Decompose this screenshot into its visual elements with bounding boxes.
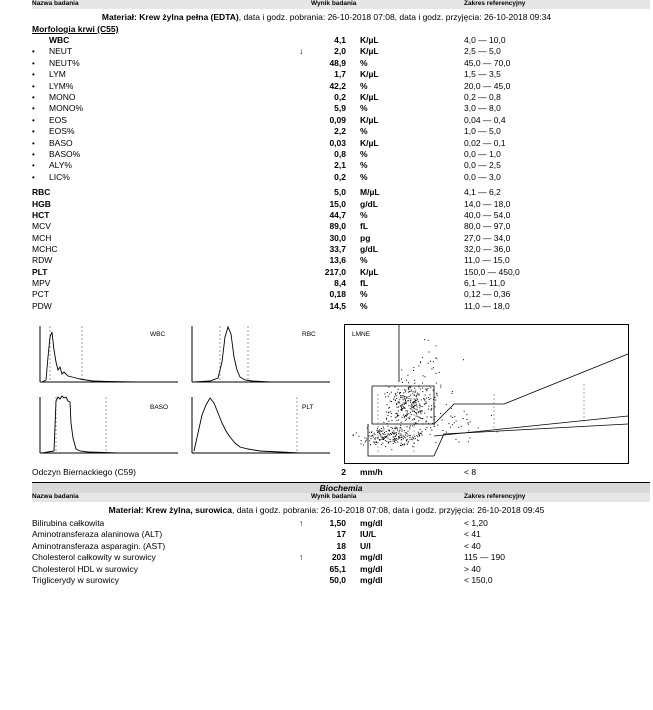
reference-range: 11,0 — 15,0 bbox=[464, 255, 510, 266]
test-name: MONO% bbox=[49, 103, 83, 114]
row-bullet: • bbox=[32, 93, 35, 102]
result-row bbox=[32, 278, 650, 289]
reference-range: 115 — 190 bbox=[464, 552, 505, 563]
reference-range: 6,1 — 11,0 bbox=[464, 278, 505, 288]
test-name: NEUT% bbox=[49, 57, 80, 68]
test-value: 50,0 bbox=[329, 575, 346, 585]
test-unit: mg/dl bbox=[360, 518, 383, 528]
result-row bbox=[32, 46, 650, 57]
test-unit: % bbox=[360, 149, 368, 159]
test-name: NEUT bbox=[49, 46, 73, 57]
esr-ref: < 8 bbox=[464, 467, 477, 477]
row-bullet: • bbox=[32, 115, 35, 125]
test-name: PCT bbox=[32, 289, 49, 300]
biochem-header-col-ref: Zakres referencyjny bbox=[464, 493, 526, 500]
reference-range: 2,5 — 5,0 bbox=[464, 46, 501, 57]
scatter-lmne bbox=[344, 324, 629, 464]
test-unit: mg/dl bbox=[360, 563, 383, 574]
test-value: 14,5 bbox=[329, 300, 346, 311]
reference-range: < 1,20 bbox=[464, 518, 488, 528]
reference-range: > 40 bbox=[464, 563, 481, 574]
test-name: EOS bbox=[49, 114, 67, 125]
reference-range: 0,0 — 3,0 bbox=[464, 171, 501, 182]
test-unit: U/l bbox=[360, 540, 371, 551]
result-row bbox=[32, 552, 650, 563]
reference-range: 0,12 — 0,36 bbox=[464, 289, 511, 300]
wbc-plot-label: WBC bbox=[150, 331, 166, 338]
test-unit: K/µL bbox=[360, 35, 379, 45]
test-name: WBC bbox=[49, 35, 70, 45]
result-row bbox=[32, 518, 650, 529]
test-name: MCH bbox=[32, 232, 52, 243]
test-unit: K/µL bbox=[360, 92, 379, 102]
row-bullet: • bbox=[32, 70, 35, 80]
baso-plot-label: BASO bbox=[150, 404, 169, 411]
test-name: LYM% bbox=[49, 80, 74, 91]
test-unit: % bbox=[360, 160, 368, 171]
esr-row bbox=[32, 467, 650, 478]
test-value: 0,09 bbox=[329, 114, 346, 125]
test-unit: fL bbox=[360, 221, 369, 232]
result-row bbox=[32, 210, 650, 221]
row-bullet: • bbox=[32, 172, 35, 182]
reference-range: 32,0 — 36,0 bbox=[464, 243, 511, 254]
test-value: 48,9 bbox=[329, 57, 346, 68]
test-value: 17 bbox=[336, 529, 346, 540]
result-row bbox=[32, 149, 650, 160]
test-name: MCHC bbox=[32, 243, 58, 254]
reference-range: 1,0 — 5,0 bbox=[464, 126, 501, 137]
result-row bbox=[32, 103, 650, 114]
test-unit: % bbox=[360, 103, 368, 114]
histogram-plt bbox=[190, 393, 335, 457]
test-name: ALY% bbox=[49, 160, 72, 171]
result-row bbox=[32, 115, 650, 126]
test-value: 30,0 bbox=[329, 232, 346, 243]
test-value: 89,0 bbox=[329, 221, 346, 232]
test-unit: % bbox=[360, 255, 368, 266]
row-bullet: • bbox=[32, 161, 35, 171]
test-value: 0,03 bbox=[329, 137, 346, 148]
test-value: 203 bbox=[331, 552, 346, 563]
test-value: 5,9 bbox=[334, 103, 346, 114]
test-name: Cholesterol całkowity w surowicy bbox=[32, 552, 156, 563]
biochem-material-label: Materiał: Krew żylna, surowica bbox=[108, 505, 232, 515]
result-row bbox=[32, 301, 650, 312]
row-bullet: • bbox=[32, 127, 35, 137]
biochem-header-col-result: Wynik badania bbox=[311, 493, 357, 500]
biochem-material-details: , data i godz. pobrania: 26-10-2018 07:08, data i godz. przyjęcia: 26-10-2018 09:45 bbox=[231, 505, 545, 515]
test-name: Triglicerydy w surowicy bbox=[32, 575, 120, 585]
flag-arrow: ↓ bbox=[299, 46, 304, 57]
row-bullet: • bbox=[32, 58, 35, 68]
test-unit: IU/L bbox=[360, 529, 377, 540]
test-unit: % bbox=[360, 126, 368, 137]
reference-range: < 41 bbox=[464, 529, 481, 540]
test-name: MCV bbox=[32, 221, 51, 232]
test-name: Cholesterol HDL w surowicy bbox=[32, 563, 138, 574]
test-name: BASO bbox=[49, 137, 73, 148]
result-row bbox=[32, 126, 650, 137]
test-unit: K/µL bbox=[360, 46, 379, 57]
result-row bbox=[32, 541, 650, 552]
reference-range: 1,5 — 3,5 bbox=[464, 69, 501, 80]
test-value: 1,7 bbox=[334, 69, 346, 80]
material-line-1 bbox=[0, 12, 653, 22]
result-row bbox=[32, 255, 650, 266]
result-row bbox=[32, 199, 650, 210]
histogram-wbc bbox=[38, 322, 183, 384]
result-row bbox=[32, 92, 650, 103]
test-name: RDW bbox=[32, 255, 53, 266]
row-bullet: • bbox=[32, 150, 35, 159]
reference-range: 45,0 — 70,0 bbox=[464, 57, 511, 68]
test-unit: % bbox=[360, 300, 368, 311]
section-title-morphology: Morfologia krwi (C55) bbox=[32, 24, 119, 34]
test-name: MPV bbox=[32, 278, 51, 288]
flag-arrow: ↑ bbox=[299, 552, 304, 563]
reference-range: 40,0 — 54,0 bbox=[464, 209, 511, 220]
test-unit: mg/dl bbox=[360, 552, 383, 563]
test-name: LYM bbox=[49, 69, 66, 80]
test-value: 18 bbox=[336, 540, 346, 551]
esr-unit: mm/h bbox=[360, 467, 383, 477]
test-value: 5,0 bbox=[334, 187, 346, 198]
test-name: Aminotransferaza alaninowa (ALT) bbox=[32, 529, 163, 540]
result-row bbox=[32, 172, 650, 183]
test-name: LIC% bbox=[49, 171, 70, 182]
result-row bbox=[32, 160, 650, 171]
rbc-plot-label: RBC bbox=[302, 331, 316, 338]
test-name: HGB bbox=[32, 198, 51, 209]
result-row bbox=[32, 233, 650, 244]
test-unit: mg/dl bbox=[360, 575, 383, 585]
test-name: RBC bbox=[32, 187, 51, 198]
test-unit: % bbox=[360, 57, 368, 68]
test-value: 42,2 bbox=[329, 80, 346, 91]
result-row bbox=[32, 69, 650, 80]
row-bullet: • bbox=[32, 81, 35, 91]
plt-plot-label: PLT bbox=[302, 404, 314, 411]
test-value: 44,7 bbox=[329, 209, 346, 220]
result-row bbox=[32, 267, 650, 278]
esr-name: Odczyn Biernackiego (C59) bbox=[32, 467, 136, 477]
test-name: EOS% bbox=[49, 126, 75, 137]
reference-range: 4,0 — 10,0 bbox=[464, 35, 506, 45]
result-row bbox=[32, 575, 650, 586]
reference-range: 4,1 — 6,2 bbox=[464, 187, 501, 198]
reference-range: 14,0 — 18,0 bbox=[464, 198, 511, 209]
test-unit: g/dL bbox=[360, 243, 378, 254]
result-row bbox=[32, 138, 650, 149]
row-bullet: • bbox=[32, 138, 35, 148]
test-value: 13,6 bbox=[329, 255, 346, 266]
reference-range: 27,0 — 34,0 bbox=[464, 232, 511, 243]
result-row bbox=[32, 81, 650, 92]
row-bullet: • bbox=[32, 104, 35, 114]
reference-range: 150,0 — 450,0 bbox=[464, 266, 520, 277]
result-row bbox=[32, 564, 650, 575]
test-unit: K/µL bbox=[360, 266, 379, 277]
test-unit: K/µL bbox=[360, 69, 379, 80]
reference-range: 0,0 — 2,5 bbox=[464, 160, 501, 171]
test-value: 2,0 bbox=[334, 46, 346, 57]
biochem-title: Biochemia bbox=[32, 483, 650, 493]
test-value: 2,1 bbox=[334, 160, 346, 171]
test-unit: pg bbox=[360, 232, 371, 243]
test-unit: % bbox=[360, 80, 368, 91]
biochem-header-col-name: Nazwa badania bbox=[32, 493, 79, 500]
histogram-baso bbox=[38, 393, 183, 457]
esr-value: 2 bbox=[341, 467, 346, 477]
test-value: 15,0 bbox=[329, 198, 346, 209]
test-value: 4,1 bbox=[334, 35, 346, 45]
reference-range: < 40 bbox=[464, 540, 481, 551]
test-unit: K/µL bbox=[360, 114, 379, 125]
material-line-2 bbox=[0, 505, 653, 515]
test-value: 2,2 bbox=[334, 126, 346, 137]
test-value: 65,1 bbox=[329, 563, 346, 574]
test-value: 8,4 bbox=[334, 278, 346, 288]
header-col-ref: Zakres referencyjny bbox=[464, 0, 526, 7]
reference-range: 0,0 — 1,0 bbox=[464, 149, 501, 159]
test-name: BASO% bbox=[49, 149, 81, 159]
test-value: 0,8 bbox=[334, 149, 346, 159]
test-value: 0,2 bbox=[334, 92, 346, 102]
test-unit: M/µL bbox=[360, 187, 380, 198]
histogram-rbc bbox=[190, 322, 335, 384]
result-row bbox=[32, 244, 650, 255]
material-label: Materiał: Krew żylna pełna (EDTA) bbox=[101, 12, 239, 22]
test-value: 0,2 bbox=[334, 171, 346, 182]
reference-range: 11,0 — 18,0 bbox=[464, 300, 510, 311]
test-value: 217,0 bbox=[324, 266, 346, 277]
reference-range: 0,02 — 0,1 bbox=[464, 137, 506, 148]
header-col-name: Nazwa badania bbox=[32, 0, 79, 7]
result-row bbox=[32, 58, 650, 69]
test-name: Aminotransferaza asparagin. (AST) bbox=[32, 540, 166, 551]
test-unit: fL bbox=[360, 278, 369, 288]
reference-range: 20,0 — 45,0 bbox=[464, 80, 511, 91]
material-details: , data i godz. pobrania: 26-10-2018 07:08, data i godz. przyjęcia: 26-10-2018 09:34 bbox=[238, 12, 552, 22]
lmne-plot-label: LMNE bbox=[352, 331, 371, 338]
result-row bbox=[32, 187, 650, 198]
test-name: PLT bbox=[32, 266, 48, 277]
reference-range: 0,2 — 0,8 bbox=[464, 92, 501, 102]
result-row bbox=[32, 529, 650, 540]
test-name: PDW bbox=[32, 300, 52, 311]
reference-range: < 150,0 bbox=[464, 575, 493, 585]
flag-arrow: ↑ bbox=[299, 518, 304, 528]
test-unit: % bbox=[360, 171, 368, 182]
result-row bbox=[32, 221, 650, 232]
test-value: 33,7 bbox=[329, 243, 346, 254]
test-unit: % bbox=[360, 289, 368, 300]
reference-range: 3,0 — 8,0 bbox=[464, 103, 501, 114]
test-value: 0,18 bbox=[329, 289, 346, 300]
reference-range: 0,04 — 0,4 bbox=[464, 114, 506, 125]
result-row bbox=[32, 289, 650, 300]
test-unit: g/dL bbox=[360, 198, 378, 209]
row-bullet: • bbox=[32, 47, 35, 57]
test-name: HCT bbox=[32, 209, 50, 220]
test-unit: K/µL bbox=[360, 137, 379, 148]
test-name: Bilirubina całkowita bbox=[32, 518, 105, 528]
test-name: MONO bbox=[49, 92, 76, 102]
reference-range: 80,0 — 97,0 bbox=[464, 221, 511, 232]
test-unit: % bbox=[360, 209, 368, 220]
result-row bbox=[32, 35, 650, 46]
header-col-result: Wynik badania bbox=[311, 0, 357, 7]
test-value: 1,50 bbox=[329, 518, 346, 528]
